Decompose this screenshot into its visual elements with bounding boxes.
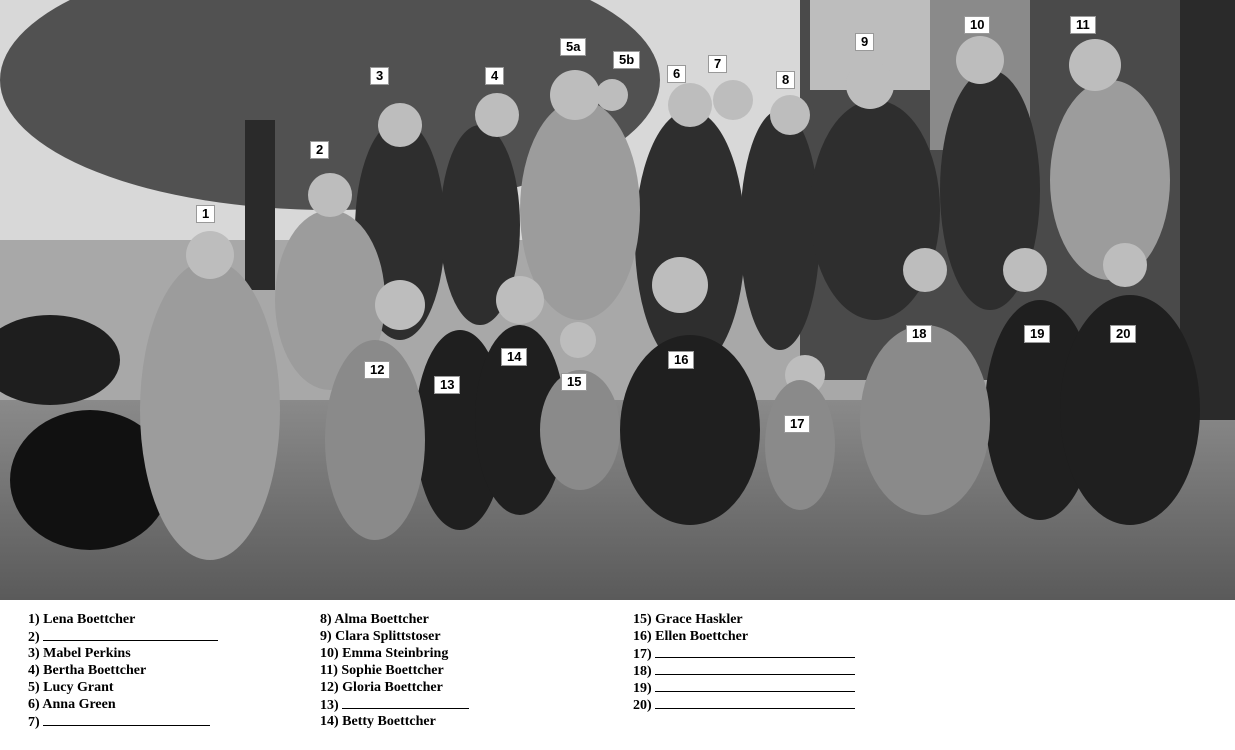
person-label-5b: 5b [613,51,640,69]
caption-line: 5) Lucy Grant [28,680,114,695]
caption-line: 1) Lena Boettcher [28,612,136,627]
person-label-17: 17 [784,415,810,433]
caption-column-3 [633,611,855,713]
caption-line: 4) Bertha Boettcher [28,663,147,678]
caption-line: 10) Emma Steinbring [320,646,449,661]
person-label-14: 14 [501,348,527,366]
caption-line: 14) Betty Boettcher [320,714,436,729]
person-label-5a: 5a [560,38,586,56]
person-label-11: 11 [1070,16,1096,34]
caption-column-1 [28,611,218,730]
person-label-2: 2 [310,141,329,159]
caption-line: 2) [28,628,218,645]
caption-line: 8) Alma Boettcher [320,612,429,627]
caption-line: 15) Grace Haskler [633,612,743,627]
caption-line: 9) Clara Splittstoser [320,629,441,644]
caption-line: 20) [633,696,855,713]
caption-line: 7) [28,713,218,730]
person-label-6: 6 [667,65,686,83]
caption-line: 17) [633,645,855,662]
person-label-16: 16 [668,351,694,369]
caption-column-2 [320,611,460,730]
caption-line: 12) Gloria Boettcher [320,680,443,695]
person-label-18: 18 [906,325,932,343]
caption-line: 19) [633,679,855,696]
person-label-15: 15 [561,373,587,391]
person-label-10: 10 [964,16,990,34]
person-label-8: 8 [776,71,795,89]
person-label-13: 13 [434,376,460,394]
person-label-19: 19 [1024,325,1050,343]
person-label-3: 3 [370,67,389,85]
caption-line: 16) Ellen Boettcher [633,629,749,644]
caption-line: 13) [320,696,460,713]
person-label-9: 9 [855,33,874,51]
person-label-4: 4 [485,67,504,85]
caption-line: 18) [633,662,855,679]
person-label-12: 12 [364,361,390,379]
caption-line: 3) Mabel Perkins [28,646,131,661]
person-label-7: 7 [708,55,727,73]
caption-line: 11) Sophie Boettcher [320,663,444,678]
person-label-1: 1 [196,205,215,223]
caption-line: 6) Anna Green [28,697,116,712]
person-label-20: 20 [1110,325,1136,343]
